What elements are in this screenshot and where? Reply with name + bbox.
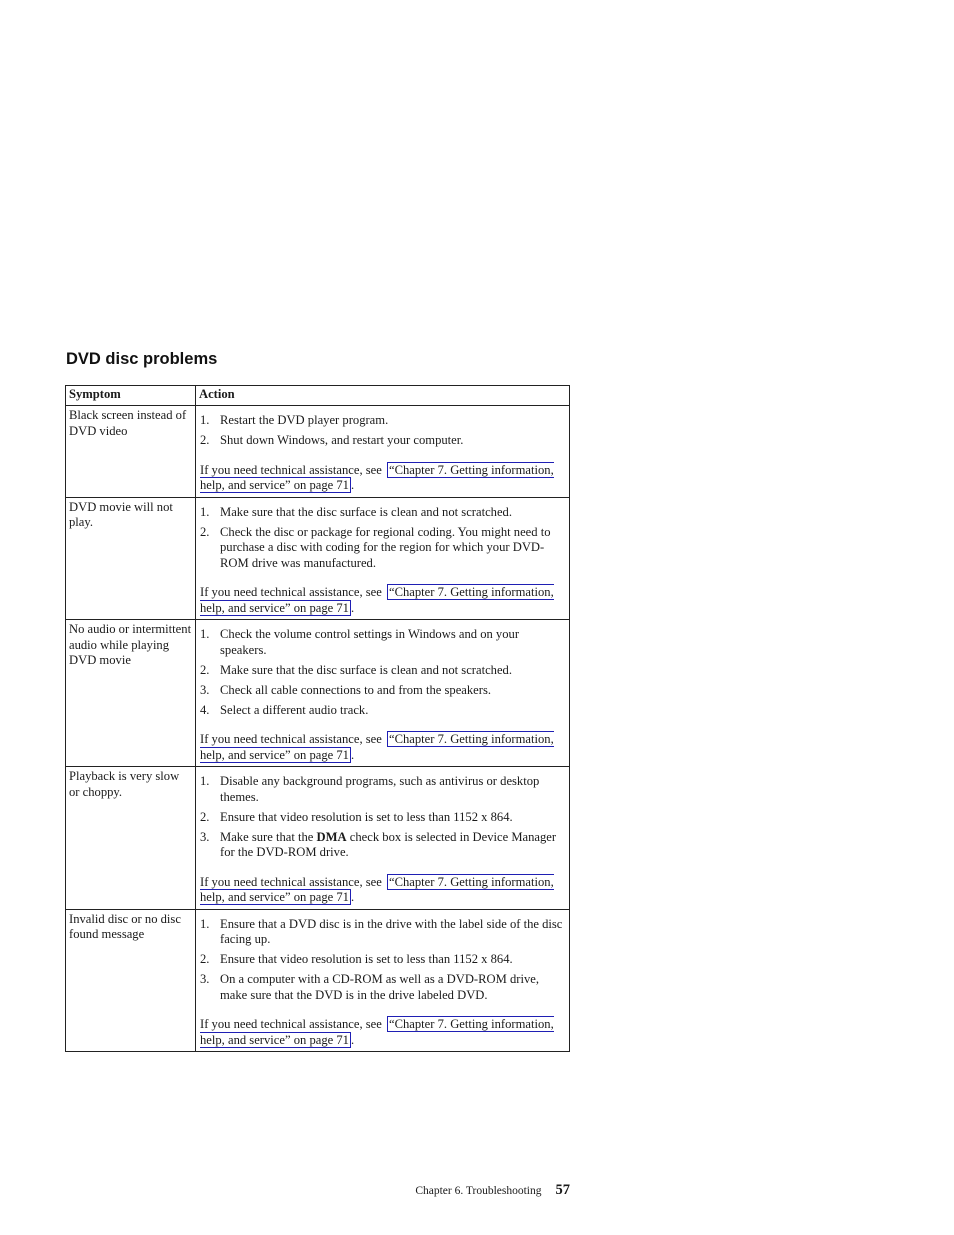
help-prefix: If you need technical assistance, see [200,874,382,889]
step-text: Check the disc or package for regional coding. You might need to purchase a disc with coding for the region for which your DVD-ROM drive was manufactured. [220,524,551,570]
step-text: Check the volume control settings in Windows and on your speakers. [220,627,520,657]
action-steps [200,917,565,1004]
action-step [200,505,565,521]
action-steps [200,627,565,718]
help-suffix: . [350,1032,355,1047]
chapter7-link[interactable]: “Chapter 7. Getting information, help, and service” on page 71 [200,732,554,762]
step-text: Ensure that video resolution is set to less than 1152 x 864. [220,809,513,824]
table-row [66,767,570,910]
step-number: 1. [200,774,210,788]
action-step [200,627,565,658]
footer-chapter-title: Chapter 6. Troubleshooting [415,1185,542,1197]
step-text: Ensure that video resolution is set to less than 1152 x 864. [220,952,513,966]
step-text: Disable any background programs, such as antivirus or desktop themes. [220,774,540,804]
help-note [200,1017,565,1048]
action-cell [196,497,570,620]
action-step [200,683,565,699]
help-suffix: . [350,747,355,762]
symptom-cell: DVD movie will not play. [66,497,196,620]
step-number: 2. [200,952,210,966]
help-note [200,463,565,494]
help-suffix: . [350,600,355,615]
table-row [66,497,570,620]
step-number: 2. [200,524,210,539]
step-text: Check all cable connections to and from the speakers. [220,682,492,697]
step-number: 2. [200,662,210,677]
step-text: Select a different audio track. [220,702,369,717]
dvd-problems-table [65,385,570,1052]
help-suffix: . [350,890,355,904]
symptom-cell: Black screen instead of DVD video [66,406,196,498]
step-number: 3. [200,829,210,844]
step-text-before: Make sure that the [220,829,314,844]
step-text: On a computer with a CD-ROM as well as a DVD-ROM drive, make sure that the DVD is in the drive labeled DVD. [220,972,539,1002]
table-row [66,620,570,767]
page-number: 57 [555,1182,570,1198]
step-text: Make sure that the disc surface is clean and not scratched. [220,504,512,519]
step-text-after: check box is selected in Device Manager for the DVD-ROM drive. [220,829,557,859]
action-step [200,663,565,679]
action-cell [196,767,570,910]
step-number: 4. [200,702,210,717]
table-row [66,406,570,498]
step-number: 1. [200,413,210,427]
help-note [200,875,565,906]
step-number: 3. [200,972,210,986]
step-number: 1. [200,627,210,641]
action-step [200,525,565,572]
chapter7-link[interactable]: “Chapter 7. Getting information, help, and service” on page 71 [200,1017,554,1047]
action-cell [196,620,570,767]
step-text: Make sure that the disc surface is clean and not scratched. [220,662,512,677]
action-steps [200,505,565,572]
action-column-header: Action [196,386,570,406]
chapter7-link[interactable]: “Chapter 7. Getting information, help, and service” on page 71 [200,462,554,492]
symptom-cell: No audio or intermittent audio while playing DVD movie [66,620,196,767]
action-step [200,433,565,449]
help-note [200,585,565,616]
step-number: 2. [200,809,210,824]
action-step [200,703,565,719]
chapter7-link[interactable]: “Chapter 7. Getting information, help, and service” on page 71 [200,874,554,904]
action-step [200,413,565,429]
action-cell [196,909,570,1052]
table-header-row [66,386,570,406]
action-steps [200,774,565,861]
table-row [66,909,570,1052]
help-prefix: If you need technical assistance, see [200,1017,382,1031]
section-title: DVD disc problems [66,350,218,368]
symptom-cell: Playback is very slow or choppy. [66,767,196,910]
help-prefix: If you need technical assistance, see [200,462,382,477]
action-step [200,830,565,861]
action-step [200,972,565,1003]
help-prefix: If you need technical assistance, see [200,585,382,599]
action-step [200,952,565,968]
action-step [200,810,565,826]
step-number: 1. [200,504,210,519]
page-footer [0,1181,570,1199]
action-cell [196,406,570,498]
step-number: 1. [200,916,210,931]
step-number: 3. [200,682,210,697]
dma-checkbox-label: DMA [316,829,347,844]
symptom-column-header: Symptom [66,386,196,406]
help-suffix: . [350,478,355,492]
action-step [200,774,565,805]
step-number: 2. [200,433,210,447]
help-prefix: If you need technical assistance, see [200,732,382,746]
chapter7-link[interactable]: “Chapter 7. Getting information, help, and service” on page 71 [200,585,554,615]
help-note [200,732,565,763]
action-step [200,917,565,948]
action-steps [200,413,565,449]
symptom-cell: Invalid disc or no disc found message [66,909,196,1052]
step-text: Shut down Windows, and restart your computer. [220,433,464,447]
step-text: Ensure that a DVD disc is in the drive with the label side of the disc facing up. [220,916,563,946]
step-text: Restart the DVD player program. [220,413,389,427]
